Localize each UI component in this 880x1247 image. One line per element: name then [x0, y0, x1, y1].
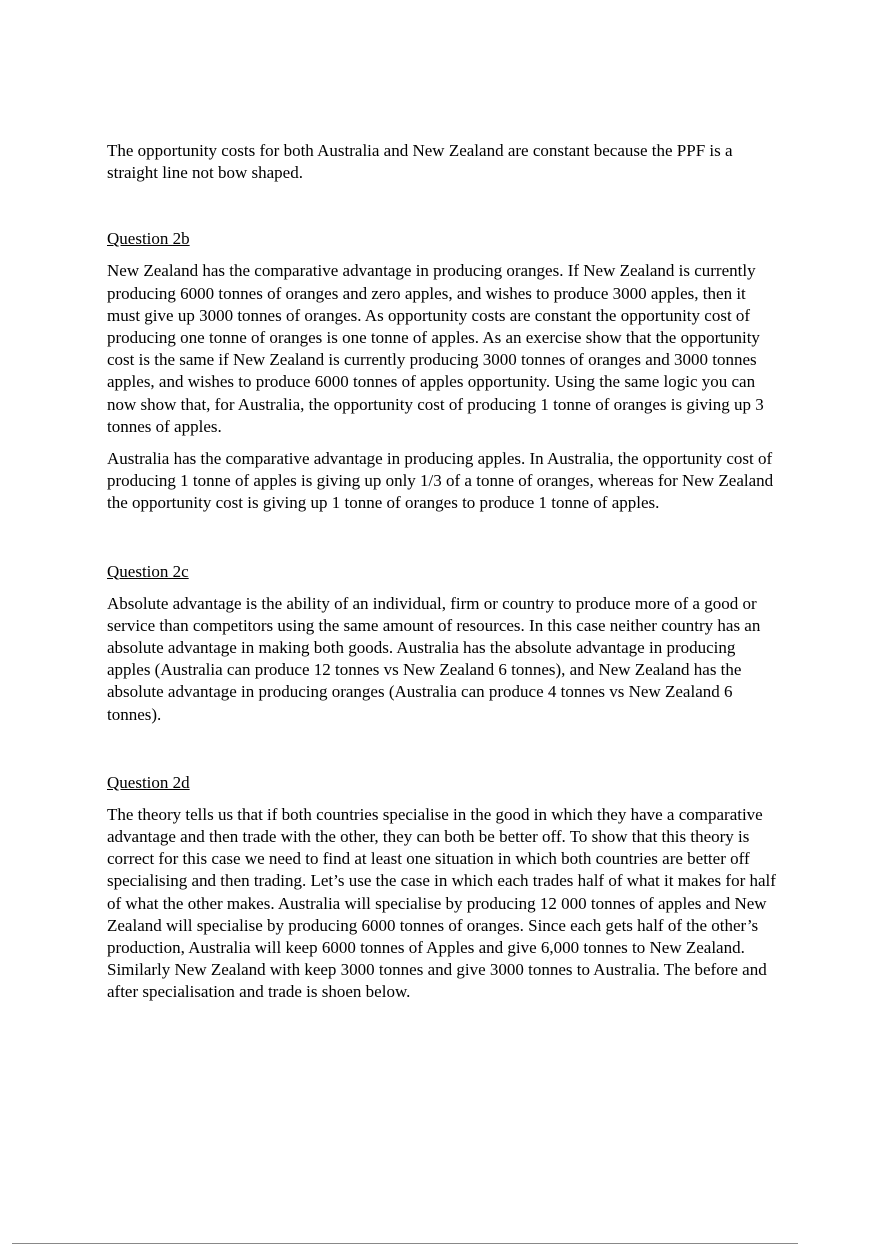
paragraph-2b-2: Australia has the comparative advantage in producing apples. In Australia, the opportunity cost of producing 1 tonne of apples is giving up only 1/3 of a tonne of oranges, whereas for New Zealand the opportunity cost is giving up 1 tonne of oranges to produce 1 tonne of apples. [107, 449, 774, 513]
intro-paragraph: The opportunity costs for both Australia and New Zealand are constant because the PPF is a straight line not bow shaped. [107, 141, 733, 183]
footer-divider [12, 1243, 798, 1244]
heading-question-2c: Question 2c [107, 561, 189, 581]
paragraph-2b-1: New Zealand has the comparative advantage in producing oranges. If New Zealand is currently producing 6000 tonnes of oranges and zero apples, and wishes to produce 3000 apples, then it must give up 3000 tonnes of oranges. As opportunity costs are constant the opportunity cost of producing one tonne of oranges is one tonne of apples. As an exercise show that the opportunity cost is the same if New Zealand is currently producing 3000 tonnes of oranges and 3000 tonnes apples, and wishes to produce 6000 tonnes of apples opportunity. Using the same logic you can now show that, for Australia, the opportunity cost of producing 1 tonne of oranges is giving up 3 tonnes of apples. [107, 261, 764, 436]
heading-question-2d: Question 2d [107, 772, 190, 792]
paragraph-2c-1: Absolute advantage is the ability of an individual, firm or country to produce more of a good or service than competitors using the same amount of resources. In this case neither country has an absolute advantage in making both goods. Australia has the absolute advantage in producing apples (Australia can produce 12 tonnes vs New Zealand 6 tonnes), and New Zealand has the absolute advantage in producing oranges (Australia can produce 4 tonnes vs New Zealand 6 tonnes). [107, 593, 761, 724]
document-body [107, 140, 782, 1004]
paragraph-2d-1: The theory tells us that if both countries specialise in the good in which they have a comparative advantage and then trade with the other, they can both be better off. To show that this theory is correct for this case we need to find at least one situation in which both countries are better off specialising and then trading. Let’s use the case in which each trades half of what it makes for half of what the other makes. Australia will specialise by producing 12 000 tonnes of apples and New Zealand will specialise by producing 6000 tonnes of oranges. Since each gets half of the other’s production, Australia will keep 6000 tonnes of Apples and give 6,000 tonnes to New Zealand. Similarly New Zealand with keep 3000 tonnes and give 3000 tonnes to Australia. The before and after specialisation and trade is shoen below. [107, 804, 776, 1002]
heading-question-2b: Question 2b [107, 229, 190, 249]
